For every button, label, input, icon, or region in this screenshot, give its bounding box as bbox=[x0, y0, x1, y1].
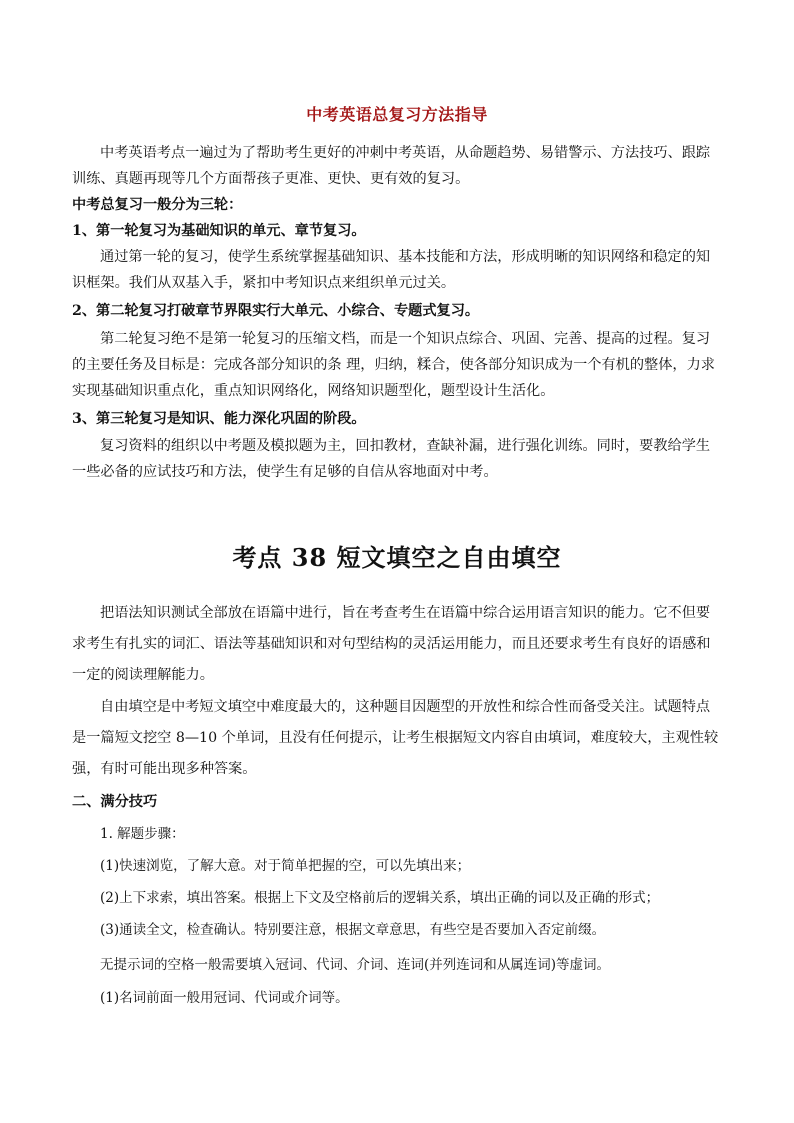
steps-title: 1. 解题步骤： bbox=[100, 826, 185, 842]
intro-paragraph: 中考英语考点一遍过为了帮助考生更好的冲刺中考英语，从命题趋势、易错警示、方法技巧、跟踪训练、真题再现等几个方面帮孩子更准、更快、更有效的复习。 bbox=[72, 145, 711, 187]
section-title: 中考英语总复习方法指导 bbox=[306, 105, 488, 124]
step-2: (2)上下求索，填出答案。根据上下文及空格前后的逻辑关系，填出正确的词以及正确的形式； bbox=[100, 890, 660, 906]
topic-title: 考点 38 短文填空之自由填空 bbox=[232, 543, 562, 572]
round1-paragraph: 通过第一轮的复习，使学生系统掌握基础知识、基本技能和方法，形成明晰的知识网络和稳定的知识框架。我们从双基入手，紧扣中考知识点来组织单元过关。 bbox=[72, 249, 711, 291]
round3-paragraph: 复习资料的组织以中考题及模拟题为主，回扣教材，查缺补漏，进行强化训练。同时，要教给学生一些必备的应试技巧和方法，使学生有足够的自信从容地面对中考。 bbox=[72, 438, 711, 480]
round2-paragraph: 第二轮复习绝不是第一轮复习的压缩文档，而是一个知识点综合、巩固、完善、提高的过程。复习的主要任务及目标是：完成各部分知识的条 理，归纳，糅合，使各部分知识成为一个有机的整体，力求实现基础知识重点化，重点知识网络化，网络知识题型化，题型设计生活化。 bbox=[72, 331, 715, 399]
round2-heading: 2、第二轮复习打破章节界限实行大单元、小综合、专题式复习。 bbox=[72, 303, 480, 319]
round3-heading: 3、第三轮复习是知识、能力深化巩固的阶段。 bbox=[72, 411, 366, 427]
step-3: (3)通读全文，检查确认。特别要注意，根据文章意思，有些空是否要加入否定前缀。 bbox=[100, 922, 606, 938]
rounds-heading: 中考总复习一般分为三轮： bbox=[72, 197, 243, 213]
noun-note: (1)名词前面一般用冠词、代词或介词等。 bbox=[100, 990, 349, 1006]
topic-paragraph-1: 把语法知识测试全部放在语篇中进行，旨在考查考生在语篇中综合运用语言知识的能力。它不但要求考生有扎实的词汇、语法等基础知识和对句型结构的灵活运用能力，而且还要求考生有良好的语感和一定的阅读理解能力。 bbox=[72, 605, 711, 683]
step-1: (1)快速浏览，了解大意。对于简单把握的空，可以先填出来； bbox=[100, 858, 471, 874]
topic-paragraph-2: 自由填空是中考短文填空中难度最大的，这种题目因题型的开放性和综合性而备受关注。试题特点是一篇短文挖空 8—10 个单词，且没有任何提示，让考生根据短文内容自由填词，难度较大，主观性较强，有时可能出现多种答案。 bbox=[72, 699, 719, 777]
round1-heading: 1、第一轮复习为基础知识的单元、章节复习。 bbox=[72, 223, 366, 239]
function-word-note: 无提示词的空格一般需要填入冠词、代词、介词、连词(并列连词和从属连词)等虚词。 bbox=[100, 957, 611, 973]
tips-heading: 二、满分技巧 bbox=[72, 794, 158, 810]
